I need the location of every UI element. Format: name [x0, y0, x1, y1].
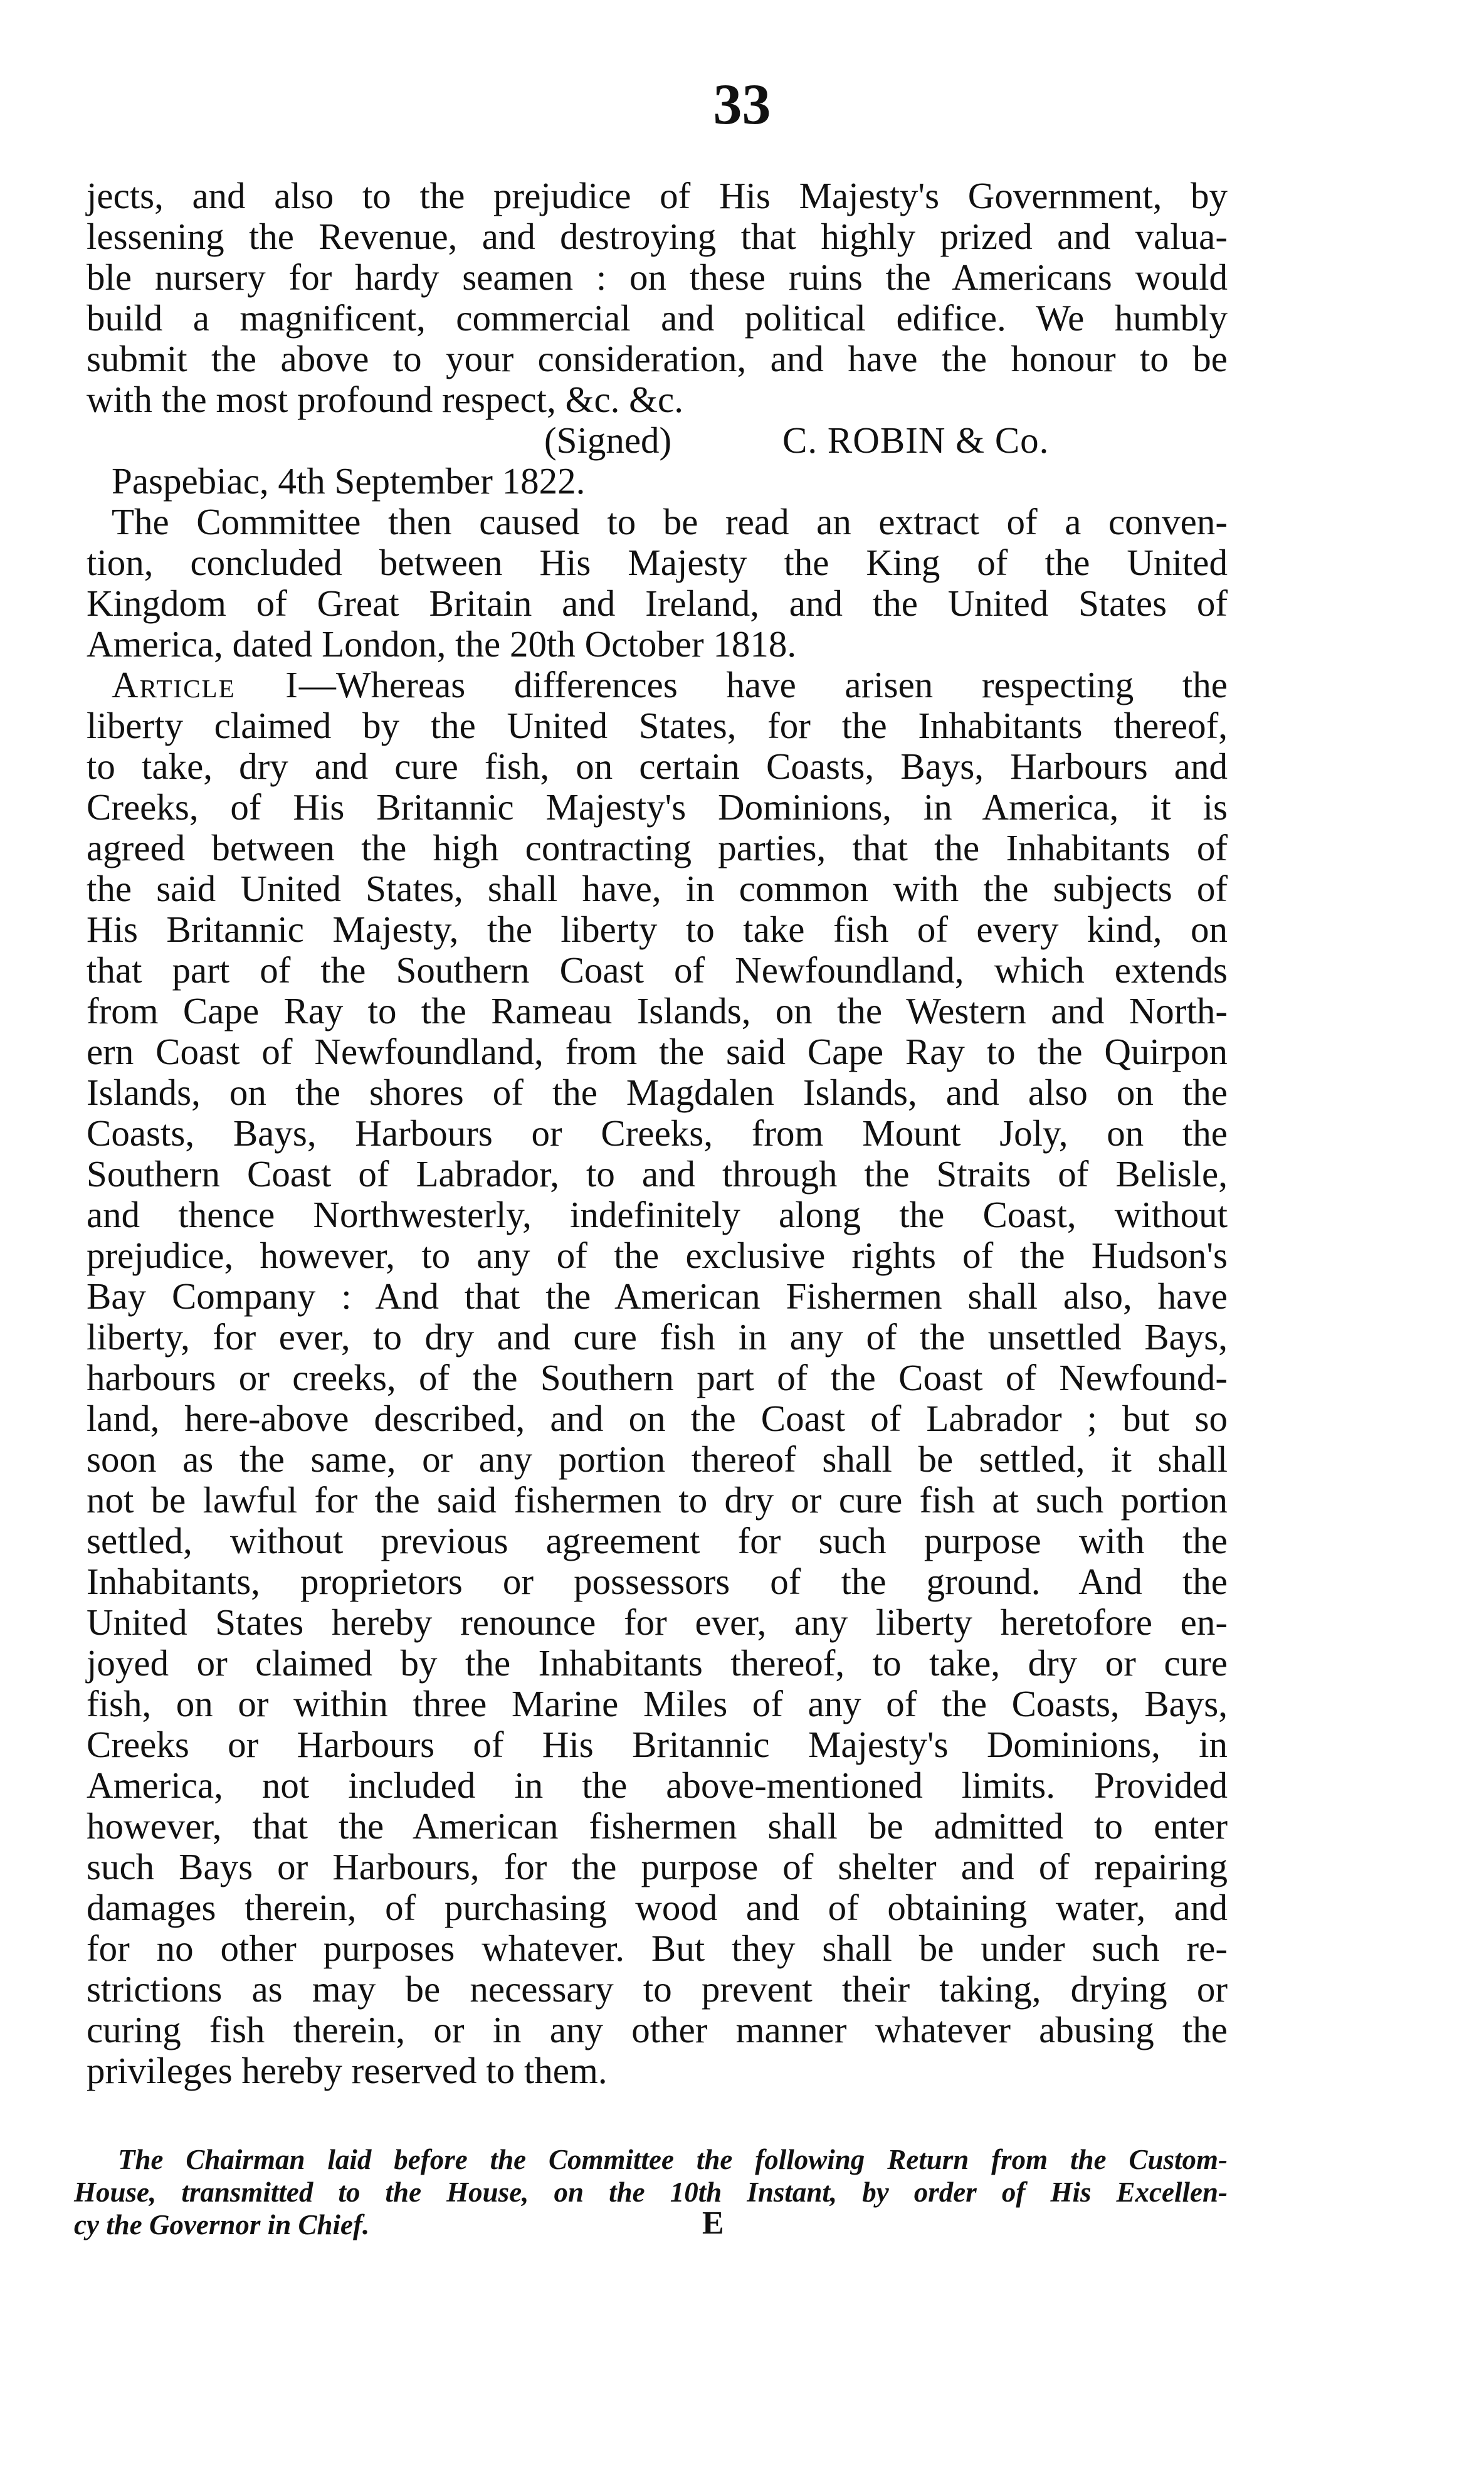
text-line: lessening the Revenue, and destroying that highly prized and valua-: [87, 216, 1228, 257]
article-line: and thence Northwesterly, indefinitely along the Coast, without: [87, 1194, 1228, 1235]
article-line: Coasts, Bays, Harbours or Creeks, from Mount Joly, on the: [87, 1112, 1228, 1154]
article-line: joyed or claimed by the Inhabitants thereof, to take, dry or cure: [87, 1642, 1228, 1684]
article-line: not be lawful for the said fishermen to dry or cure fish at such portion: [87, 1479, 1228, 1521]
article-line: liberty, for ever, to dry and cure fish in any of the unsettled Bays,: [87, 1316, 1228, 1358]
firm-name: C. ROBIN & Co.: [782, 419, 1050, 461]
text-line: build a magnificent, commercial and political edifice. We humbly: [87, 297, 1228, 339]
committee-line: Kingdom of Great Britain and Ireland, and the United States of: [87, 583, 1228, 624]
note-line: House, transmitted to the House, on the 10th Instant, by order of His Excellen-: [74, 2176, 1228, 2208]
committee-line: America, dated London, the 20th October 1818.: [87, 623, 797, 665]
article-line: settled, without previous agreement for such purpose with the: [87, 1520, 1228, 1561]
chairman-note: [74, 2143, 1228, 2241]
printer-signature-mark: E: [702, 2205, 724, 2241]
article-line: strictions as may be necessary to prevent their taking, drying or: [87, 1968, 1228, 2010]
article-line: Bay Company : And that the American Fishermen shall also, have: [87, 1275, 1228, 1317]
article-line: America, not included in the above-mentioned limits. Provided: [87, 1765, 1228, 1806]
signed-label: (Signed): [544, 419, 672, 461]
article-line: the said United States, shall have, in common with the subjects of: [87, 868, 1228, 909]
article-line: ern Coast of Newfoundland, from the said Cape Ray to the Quirpon: [87, 1031, 1228, 1072]
article-line: agreed between the high contracting parties, that the Inhabitants of: [87, 827, 1228, 868]
committee-line: tion, concluded between His Majesty the King of the United: [87, 542, 1228, 583]
article-line: privileges hereby reserved to them.: [87, 2050, 608, 2091]
article-line: His Britannic Majesty, the liberty to take fish of every kind, on: [87, 909, 1228, 950]
article-line: United States hereby renounce for ever, any liberty heretofore en-: [87, 1601, 1228, 1643]
article-line: from Cape Ray to the Rameau Islands, on the Western and North-: [87, 990, 1228, 1031]
article-first-line-rest: —Whereas differences have arisen respecting the: [298, 664, 1228, 705]
article-line: to take, dry and cure fish, on certain Coasts, Bays, Harbours and: [87, 746, 1228, 787]
text-line: with the most profound respect, &c. &c.: [87, 379, 683, 420]
article-line: liberty claimed by the United States, for the Inhabitants thereof,: [87, 705, 1228, 746]
text-line: submit the above to your consideration, and have the honour to be: [87, 338, 1228, 379]
article-line: harbours or creeks, of the Southern part of the Coast of Newfound-: [87, 1357, 1228, 1398]
text-line: jects, and also to the prejudice of His Majesty's Government, by: [87, 175, 1228, 216]
article-line: Southern Coast of Labrador, to and through the Straits of Belisle,: [87, 1153, 1228, 1195]
article-line: prejudice, however, to any of the exclusive rights of the Hudson's: [87, 1235, 1228, 1276]
article-heading: Article I: [112, 664, 299, 705]
page-number: 33: [713, 72, 771, 136]
article-line: however, that the American fishermen shall be admitted to enter: [87, 1805, 1228, 1847]
article-line: soon as the same, or any portion thereof shall be settled, it shall: [87, 1438, 1228, 1480]
article-line: damages therein, of purchasing wood and of obtaining water, and: [87, 1887, 1228, 1928]
place-date: Paspebiac, 4th September 1822.: [112, 460, 586, 502]
article-line: Inhabitants, proprietors or possessors of the ground. And the: [87, 1561, 1228, 1602]
body-text: [87, 176, 1228, 2091]
article-line: that part of the Southern Coast of Newfoundland, which extends: [87, 949, 1228, 991]
article-line: Creeks or Harbours of His Britannic Majesty's Dominions, in: [87, 1724, 1228, 1765]
note-line: cy the Governor in Chief.: [74, 2209, 370, 2240]
article-line: curing fish therein, or in any other manner whatever abusing the: [87, 2009, 1228, 2050]
article-line: fish, on or within three Marine Miles of any of the Coasts, Bays,: [87, 1683, 1228, 1724]
article-first-line: [87, 665, 1228, 705]
article-line: Creeks, of His Britannic Majesty's Dominions, in America, it is: [87, 786, 1228, 828]
article-line: Islands, on the shores of the Magdalen Islands, and also on the: [87, 1072, 1228, 1113]
note-line: The Chairman laid before the Committee the following Return from the Custom-: [118, 2144, 1228, 2175]
signature-line: [87, 420, 1228, 461]
article-line: for no other purposes whatever. But they shall be under such re-: [87, 1928, 1228, 1969]
text-line: ble nursery for hardy seamen : on these ruins the Americans would: [87, 256, 1228, 298]
committee-line: The Committee then caused to be read an extract of a conven-: [112, 501, 1228, 542]
article-line: such Bays or Harbours, for the purpose of shelter and of repairing: [87, 1846, 1228, 1887]
article-line: land, here-above described, and on the Coast of Labrador ; but so: [87, 1398, 1228, 1439]
